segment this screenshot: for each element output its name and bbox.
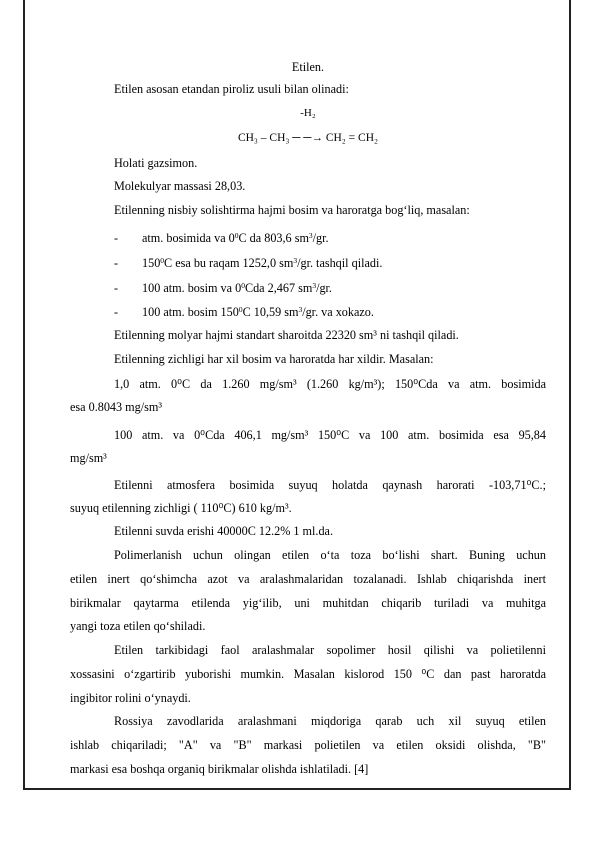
polymerization-line: etilen inert qo‘shimcha azot va aralashmalaridan tozalanadi. Ishlab chiqarishda inert xyxy=(70,572,546,586)
russia-line: Rossiya zavodlarida aralashmani miqdoriga qarab uch xil suyuq etilen xyxy=(114,714,546,728)
list-dash: - xyxy=(114,281,119,295)
boiling-line: Etilenni atmosfera bosimida suyuq holatda qaynash harorati -103,71⁰C.; xyxy=(114,478,546,492)
list-dash: - xyxy=(114,305,119,319)
reaction-condition: -H₂ xyxy=(300,107,316,119)
active-mixtures-line: ingibitor rolini o‘ynaydi. xyxy=(70,691,191,705)
state-line: Holati gazsimon. xyxy=(114,156,198,170)
list-item xyxy=(70,229,546,247)
density-line-2: 100 atm. va 0⁰Cda 406,1 mg/sm³ 150⁰C va 100 atm. bosimida esa 95,84 xyxy=(114,428,546,442)
reaction-equation: CH₃ – CH₃ ─ ─→ CH₂ = CH₂ xyxy=(237,132,379,144)
list-text: 100 atm. bosim va $0^0Cda$ 2,467 $sm^3/gr$. xyxy=(142,281,332,295)
russia-line: markasi esa boshqa organiq birikmalar olishda ishlatiladi. [4] xyxy=(70,762,369,776)
polymerization-line: Polimerlanish uchun olingan etilen o‘ta toza bo‘lishi shart. Buning uchun xyxy=(114,548,546,562)
intro-paragraph: Etilen asosan etandan piroliz usuli bilan olinadi: xyxy=(114,82,349,96)
polymerization-line: yangi toza etilen qo‘shiladi. xyxy=(70,619,206,633)
list-dash: - xyxy=(114,231,119,245)
list-dash: - xyxy=(114,256,119,270)
russia-line: ishlab chiqariladi; "A" va "B" markasi polietilen va etilen oksidi olishda, "B" xyxy=(70,738,546,752)
specific-volume-intro: Etilenning nisbiy solishtirma hajmi bosim va haroratga bog‘liq, masalan: xyxy=(114,203,470,217)
list-text: 100 atm. bosim $150^0C$ 10,59 $sm^3/gr$. va xokazo. xyxy=(142,305,374,319)
list-item xyxy=(70,279,546,297)
density-intro: Etilenning zichligi har xil bosim va haroratda har xildir. Masalan: xyxy=(114,352,434,366)
active-mixtures-line: Etilen tarkibidagi faol aralashmalar sopolimer hosil qilishi va polietilenni xyxy=(114,643,546,657)
list-text: atm. bosimida va $0^0C$ da 803,6 $sm^3/gr$. xyxy=(142,231,329,245)
polymerization-line: birikmalar qaytarma etilenda yig‘ilib, uni muhitdan chiqarib turiladi va muhitga xyxy=(70,596,546,610)
active-mixtures-line: xossasini o‘zgartirib yuborishi mumkin. Masalan kislorod 150 ⁰C dan past haroratda xyxy=(70,667,546,681)
density-line-1: 1,0 atm. 0⁰C da 1.260 mg/sm³ (1.260 kg/m³); 150⁰Cda va atm. bosimida xyxy=(114,377,546,391)
list-text: $150^0C$ esa bu raqam 1252,0 $sm^3/gr$. tashqil qiladi. xyxy=(142,256,383,270)
solubility-line: Etilenni suvda erishi 40000C 12.2% 1 ml.da. xyxy=(114,524,334,538)
document-title: Etilen. xyxy=(291,60,325,74)
list-item xyxy=(70,303,546,321)
molar-volume-line: Etilenning molyar hajmi standart sharoitda 22320 sm³ ni tashqil qiladi. xyxy=(114,328,459,342)
list-item xyxy=(70,254,546,272)
molar-mass-line: Molekulyar massasi 28,03. xyxy=(114,179,246,193)
boiling-line-cont: suyuq etilenning zichligi ( 110⁰C) 610 kg/m³. xyxy=(70,501,292,515)
density-line-1-cont: esa 0.8043 mg/sm³ xyxy=(70,400,163,414)
density-line-2-cont: mg/sm³ xyxy=(70,451,107,465)
